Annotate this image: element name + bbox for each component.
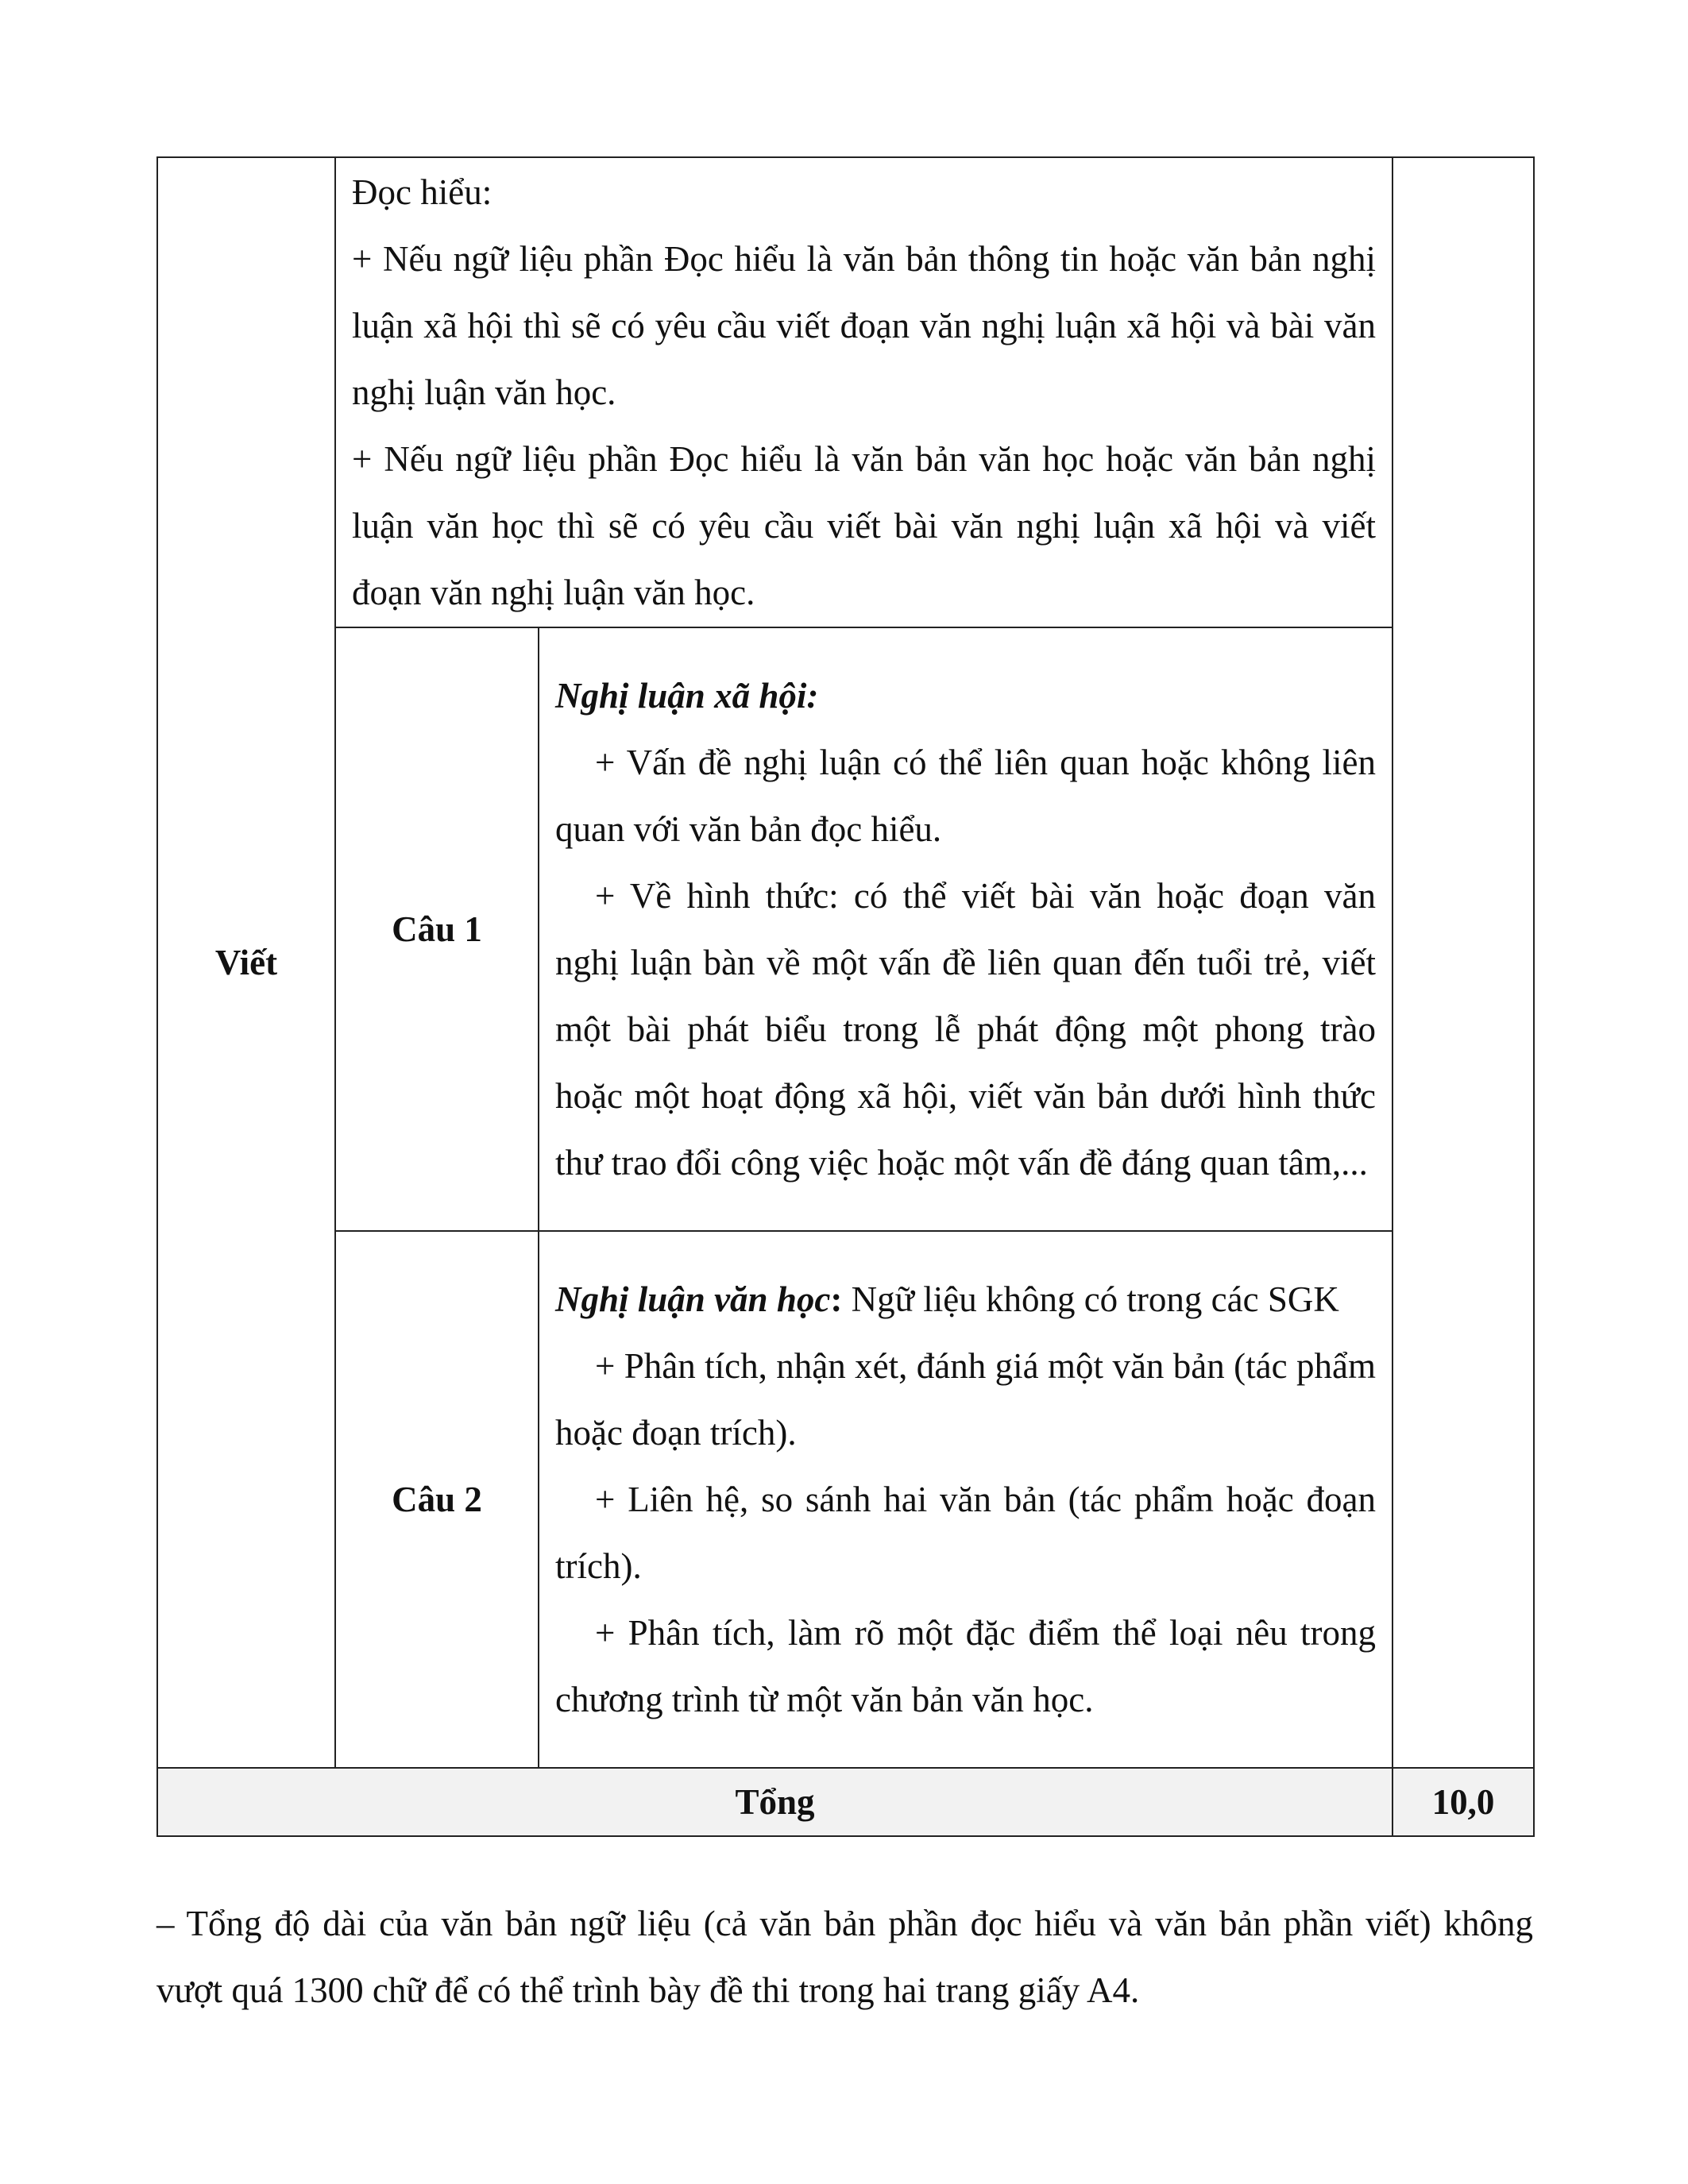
question-bullet: + Vấn đề nghị luận có thể liên quan hoặc không liên quan với văn bản đọc hiểu. xyxy=(555,743,1376,849)
total-value: 10,0 xyxy=(1393,1768,1534,1836)
points-cell xyxy=(1393,157,1534,1768)
question-content-cau-1 xyxy=(539,627,1393,1231)
question-bullet: + Về hình thức: có thể viết bài văn hoặc đoạn văn nghị luận bàn về một vấn đề liên quan đến tuổi trẻ, viết một bài phát biểu trong lễ phát động một phong trào hoặc một hoạt động xã hội, viết văn bản dưới hình thức thư trao đổi công việc hoặc một vấn đề đáng quan tâm,... xyxy=(555,876,1376,1183)
total-label: Tổng xyxy=(157,1768,1393,1836)
question-label-cau-2: Câu 2 xyxy=(335,1231,539,1768)
question-content-cau-2 xyxy=(539,1231,1393,1768)
table-row-total xyxy=(157,1768,1534,1836)
question-title-rest: Ngữ liệu không có trong các SGK xyxy=(842,1279,1339,1319)
question-title: Nghị luận văn học xyxy=(555,1279,831,1319)
reading-note-heading: Đọc hiểu: xyxy=(352,172,492,212)
length-note-paragraph: – Tổng độ dài của văn bản ngữ liệu (cả văn bản phần đọc hiểu và văn bản phần viết) không vượt quá 1300 chữ để có thể trình bày đề thi trong hai trang giấy A4. xyxy=(156,1904,1533,2010)
table-row xyxy=(157,157,1534,627)
question-title-line xyxy=(555,1266,1376,1333)
question-bullet: + Phân tích, nhận xét, đánh giá một văn bản (tác phẩm hoặc đoạn trích). xyxy=(555,1346,1376,1453)
question-title-colon: : xyxy=(830,1279,843,1319)
exam-structure-table xyxy=(156,156,1535,1837)
reading-note-line: + Nếu ngữ liệu phần Đọc hiểu là văn bản văn học hoặc văn bản nghị luận văn học thì sẽ có yêu cầu viết bài văn nghị luận xã hội và viết đoạn văn nghị luận văn học. xyxy=(352,439,1376,612)
question-bullet: + Liên hệ, so sánh hai văn bản (tác phẩm hoặc đoạn trích). xyxy=(555,1480,1376,1586)
table-row xyxy=(157,1231,1534,1768)
section-cell-viet: Viết xyxy=(157,157,335,1768)
question-bullet: + Phân tích, làm rõ một đặc điểm thể loại nêu trong chương trình từ một văn bản văn học. xyxy=(555,1613,1376,1719)
question-title: Nghị luận xã hội: xyxy=(555,676,819,716)
question-label-cau-1: Câu 1 xyxy=(335,627,539,1231)
reading-note-cell xyxy=(335,157,1393,627)
reading-note-line: + Nếu ngữ liệu phần Đọc hiểu là văn bản thông tin hoặc văn bản nghị luận xã hội thì sẽ có yêu cầu viết đoạn văn nghị luận xã hội và bài văn nghị luận văn học. xyxy=(352,239,1376,412)
table-row xyxy=(157,627,1534,1231)
